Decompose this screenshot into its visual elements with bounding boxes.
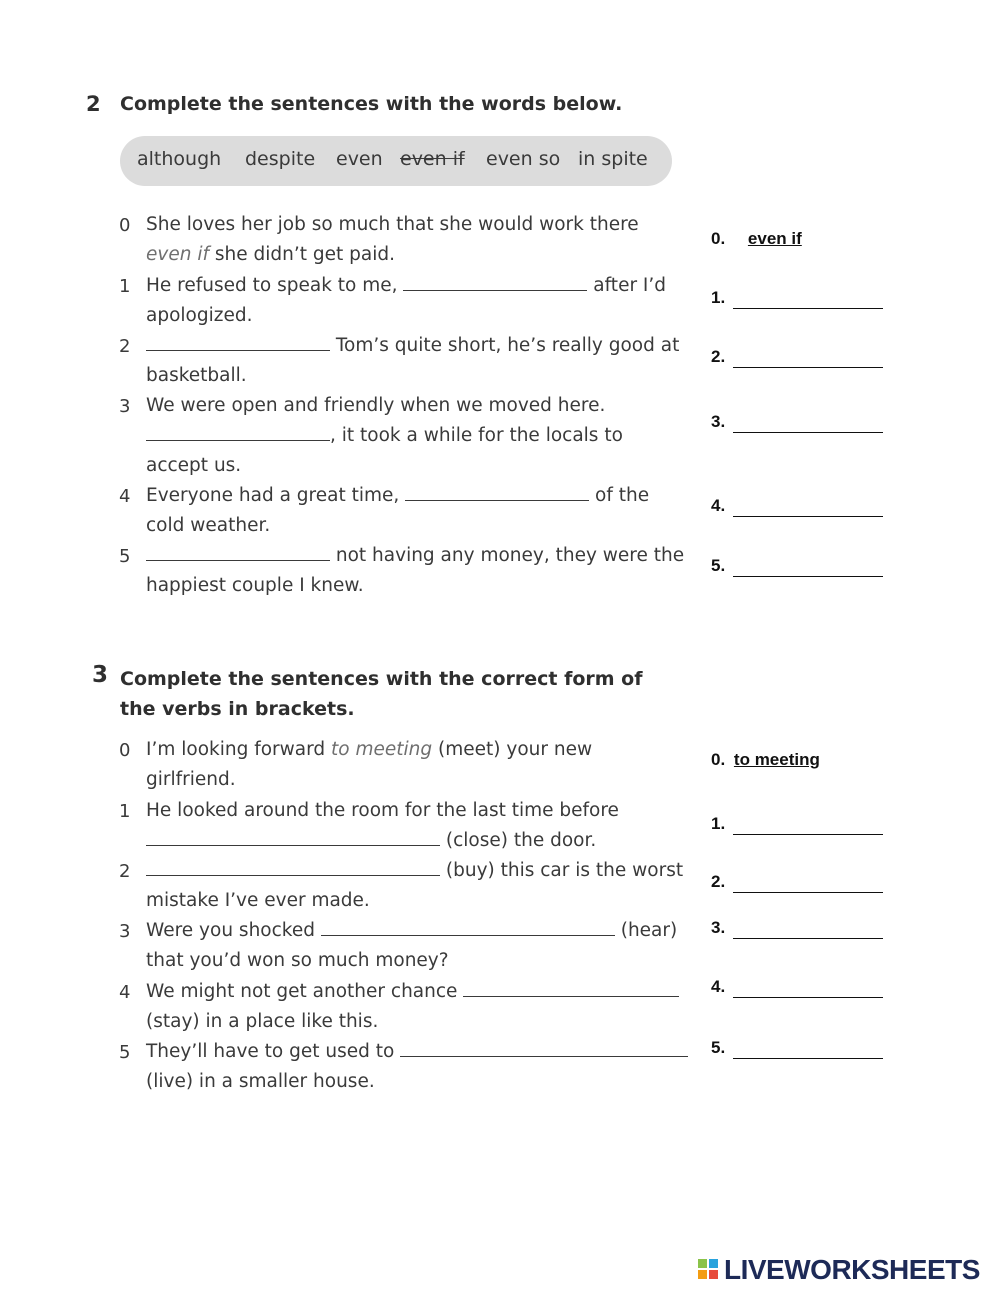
answer-input[interactable] xyxy=(733,412,883,433)
question-text xyxy=(146,331,679,391)
word-bank-item: in spite xyxy=(578,148,648,170)
word-bank-item: although xyxy=(137,148,222,170)
question-text-part: girlfriend. xyxy=(146,769,236,790)
question-text-part: (meet) your new xyxy=(432,739,593,760)
question-text-part: happiest couple I knew. xyxy=(146,575,364,596)
question-text-part: We were open and friendly when we moved here. xyxy=(146,395,606,416)
answer-row xyxy=(711,412,725,432)
question-text-part: apologized. xyxy=(146,305,253,326)
question-number: 3 xyxy=(119,921,131,942)
question-text-part: accept us. xyxy=(146,455,242,476)
question-text xyxy=(146,391,623,481)
answer-row xyxy=(711,347,725,367)
logo-square-icon xyxy=(709,1259,718,1268)
answer-row xyxy=(711,556,725,576)
question-number: 4 xyxy=(119,982,131,1003)
question-text-part: not having any money, they were the xyxy=(330,545,685,566)
question-text-part: I’m looking forward xyxy=(146,739,332,760)
question-text xyxy=(146,977,679,1037)
answer-label: 2. xyxy=(711,347,726,366)
question-number: 1 xyxy=(119,276,131,297)
question-number: 0 xyxy=(119,215,131,236)
question-text-part: mistake I’ve ever made. xyxy=(146,890,370,911)
answer-label: 1. xyxy=(711,814,726,833)
example-answer-value: to meeting xyxy=(733,750,820,769)
question-text-part: He refused to speak to me, xyxy=(146,275,404,296)
printed-blank xyxy=(463,978,679,997)
answer-row xyxy=(711,1038,725,1058)
answer-label: 0. xyxy=(711,750,726,769)
printed-blank xyxy=(403,272,587,291)
question-text xyxy=(146,735,592,795)
question-text xyxy=(146,856,683,916)
answer-label: 3. xyxy=(711,412,726,431)
answer-input[interactable] xyxy=(733,288,883,309)
answer-label: 3. xyxy=(711,918,726,937)
answer-label: 2. xyxy=(711,872,726,891)
word-bank xyxy=(120,136,672,186)
logo-text: LIVEWORKSHEETS xyxy=(724,1254,980,1285)
question-text-part: of the xyxy=(589,485,650,506)
answer-input[interactable] xyxy=(733,556,883,577)
question-text xyxy=(146,210,639,270)
question-number: 2 xyxy=(119,861,131,882)
question-text-part: that you’d won so much money? xyxy=(146,950,449,971)
answer-input[interactable] xyxy=(733,814,883,835)
answer-row xyxy=(711,872,725,892)
question-text-part: Tom’s quite short, he’s really good at xyxy=(330,335,680,356)
word-bank-item: even so xyxy=(486,148,561,170)
printed-blank xyxy=(321,917,615,936)
question-text-part: , it took a while for the locals to xyxy=(330,425,623,446)
logo-square-icon xyxy=(698,1270,707,1279)
question-number: 5 xyxy=(119,1042,131,1063)
example-answer: to meeting xyxy=(331,739,433,760)
question-number: 3 xyxy=(119,396,131,417)
question-number: 0 xyxy=(119,740,131,761)
question-text-part: (live) in a smaller house. xyxy=(146,1071,375,1092)
example-answer-value: even if xyxy=(747,229,802,248)
question-text xyxy=(146,796,619,856)
question-text-part: They’ll have to get used to xyxy=(146,1041,401,1062)
answer-input[interactable] xyxy=(733,347,883,368)
question-text-part: (hear) xyxy=(614,920,678,941)
printed-blank xyxy=(146,857,440,876)
answer-row xyxy=(711,288,725,308)
question-text-part: (close) the door. xyxy=(440,830,597,851)
question-text xyxy=(146,271,666,331)
question-text-part: (stay) in a place like this. xyxy=(146,1011,379,1032)
question-text-part: cold weather. xyxy=(146,515,271,536)
question-text-part: she didn’t get paid. xyxy=(208,244,395,265)
answer-label: 4. xyxy=(711,496,726,515)
word-bank-item: even xyxy=(336,148,383,170)
question-text-part: We might not get another chance xyxy=(146,981,464,1002)
answer-label: 1. xyxy=(711,288,726,307)
answer-row xyxy=(711,496,725,516)
question-number: 5 xyxy=(119,546,131,567)
answer-example xyxy=(711,750,820,770)
answer-row xyxy=(711,814,725,834)
question-text xyxy=(146,1037,688,1097)
answer-label: 5. xyxy=(711,556,726,575)
logo-square-icon xyxy=(709,1270,718,1279)
question-text-part: basketball. xyxy=(146,365,247,386)
answer-input[interactable] xyxy=(733,496,883,517)
printed-blank xyxy=(146,827,440,846)
exercise-2-title: Complete the sentences with the words below. xyxy=(120,93,623,115)
question-text xyxy=(146,916,677,976)
printed-blank xyxy=(146,422,330,441)
question-text-part: after I’d xyxy=(587,275,667,296)
question-text xyxy=(146,481,649,541)
question-text xyxy=(146,541,684,601)
exercise-3-number: 3 xyxy=(92,662,109,688)
question-text-part: He looked around the room for the last time before xyxy=(146,800,619,821)
answer-input[interactable] xyxy=(733,977,883,998)
example-answer: even if xyxy=(146,244,209,265)
question-text-part: Were you shocked xyxy=(146,920,321,941)
printed-blank xyxy=(400,1038,688,1057)
answer-label: 5. xyxy=(711,1038,726,1057)
answer-label: 4. xyxy=(711,977,726,996)
answer-row xyxy=(711,977,725,997)
exercise-3-title: Complete the sentences with the correct form of the verbs in brackets. xyxy=(120,668,643,720)
question-text-part: She loves her job so much that she would work there xyxy=(146,214,639,235)
exercise-2-number: 2 xyxy=(86,92,101,116)
question-text-part: Everyone had a great time, xyxy=(146,485,406,506)
printed-blank xyxy=(146,332,330,351)
question-number: 4 xyxy=(119,486,131,507)
word-bank-item: despite xyxy=(245,148,316,170)
logo-square-icon xyxy=(698,1259,707,1268)
answer-input[interactable] xyxy=(733,1038,883,1059)
answer-example xyxy=(711,229,802,249)
answer-label: 0. xyxy=(711,229,726,248)
answer-input[interactable] xyxy=(733,872,883,893)
printed-blank xyxy=(405,482,589,501)
question-number: 1 xyxy=(119,801,131,822)
answer-row xyxy=(711,918,725,938)
answer-input[interactable] xyxy=(733,918,883,939)
question-number: 2 xyxy=(119,336,131,357)
printed-blank xyxy=(146,542,330,561)
question-text-part: (buy) this car is the worst xyxy=(440,860,684,881)
word-bank-item-crossed: even if xyxy=(400,148,465,170)
